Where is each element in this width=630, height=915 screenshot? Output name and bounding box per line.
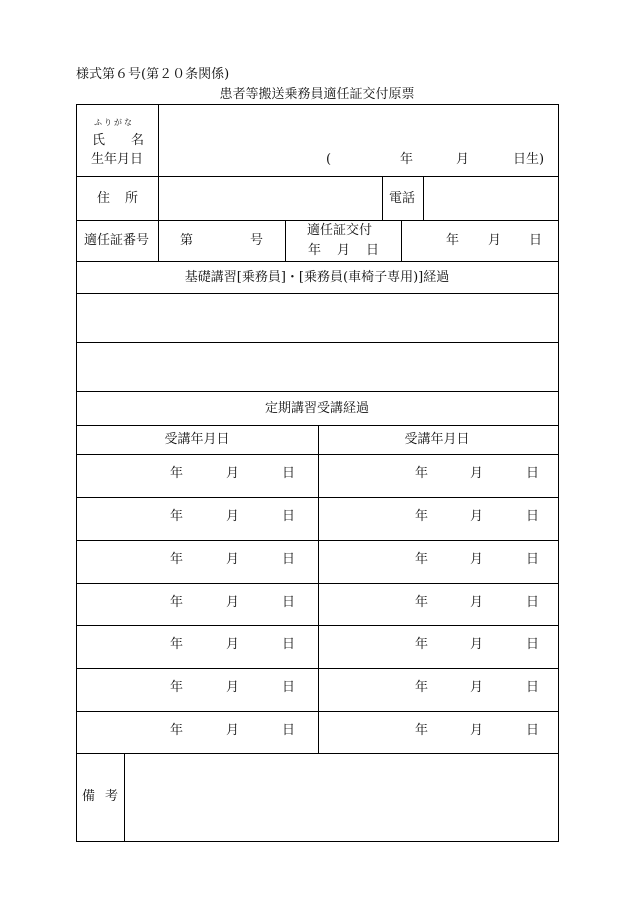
line <box>382 176 383 220</box>
line <box>76 391 559 392</box>
attendance-date-month-unit: 月 <box>470 466 484 481</box>
form-title: 患者等搬送乗務員適任証交付原票 <box>219 87 415 102</box>
attendance-date-year-unit: 年 <box>170 723 184 738</box>
cert-issue-year: 年 <box>308 243 322 258</box>
attendance-date-year-unit: 年 <box>170 509 184 524</box>
cert-date-month: 月 <box>488 233 502 248</box>
line <box>76 753 559 754</box>
periodic-training-heading: 定期講習受講経過 <box>264 401 370 416</box>
attendance-date-year-unit: 年 <box>170 466 184 481</box>
cert-issue-label: 適任証交付 <box>307 223 373 238</box>
attendance-date-day-unit: 日 <box>526 637 540 652</box>
cert-issue-month: 月 <box>337 243 351 258</box>
attendance-date-year-unit: 年 <box>415 552 429 567</box>
attendance-date-month-unit: 月 <box>226 595 240 610</box>
birth-day-suffix: 日生) <box>513 152 545 167</box>
line <box>76 342 559 343</box>
birth-month-unit: 月 <box>456 152 470 167</box>
line <box>76 293 559 294</box>
line <box>423 176 424 220</box>
attendance-date-day-unit: 日 <box>526 552 540 567</box>
name-label-1: 氏 <box>92 133 106 148</box>
attendance-date-month-unit: 月 <box>226 680 240 695</box>
attendance-date-day-unit: 日 <box>526 595 540 610</box>
birthdate-label: 生年月日 <box>91 152 144 167</box>
attendance-date-month-unit: 月 <box>226 637 240 652</box>
attendance-date-day-unit: 日 <box>526 680 540 695</box>
attendance-date-year-unit: 年 <box>170 552 184 567</box>
attendance-date-year-unit: 年 <box>170 680 184 695</box>
remarks-label-2: 考 <box>105 789 119 804</box>
cert-go: 号 <box>250 233 264 248</box>
furigana-label: ふりがな <box>94 118 134 127</box>
line <box>76 176 559 177</box>
birth-year-unit: 年 <box>400 152 414 167</box>
line <box>318 425 319 753</box>
address-label-1: 住 <box>97 191 111 206</box>
attendance-date-month-unit: 月 <box>470 552 484 567</box>
attendance-date-year-unit: 年 <box>415 509 429 524</box>
attendance-date-day-unit: 日 <box>526 509 540 524</box>
attendance-date-day-unit: 日 <box>526 723 540 738</box>
line <box>124 753 125 842</box>
line <box>285 220 286 261</box>
attendance-date-month-unit: 月 <box>226 552 240 567</box>
attendance-date-day-unit: 日 <box>282 723 296 738</box>
cert-issue-day: 日 <box>366 243 380 258</box>
attendance-date-day-unit: 日 <box>282 466 296 481</box>
attendance-date-day-unit: 日 <box>282 595 296 610</box>
phone-label: 電話 <box>389 191 416 206</box>
attendance-date-year-unit: 年 <box>415 595 429 610</box>
attendance-date-day-unit: 日 <box>282 680 296 695</box>
attendance-date-year-unit: 年 <box>170 637 184 652</box>
attendance-date-year-unit: 年 <box>415 637 429 652</box>
attendance-date-month-unit: 月 <box>226 466 240 481</box>
attendance-date-day-unit: 日 <box>282 509 296 524</box>
attendance-date-month-unit: 月 <box>470 509 484 524</box>
basic-training-heading: 基礎講習[乗務員]・[乗務員(車椅子専用)]経過 <box>184 270 450 285</box>
address-label-2: 所 <box>125 191 139 206</box>
form-number: 様式第６号(第２０条関係) <box>76 67 230 82</box>
attendance-date-month-unit: 月 <box>226 509 240 524</box>
attendance-date-year-unit: 年 <box>415 466 429 481</box>
attendance-date-month-unit: 月 <box>470 680 484 695</box>
remarks-label-1: 備 <box>82 789 96 804</box>
attendance-date-label-right: 受講年月日 <box>404 432 470 447</box>
attendance-date-label-left: 受講年月日 <box>164 432 230 447</box>
attendance-date-day-unit: 日 <box>526 466 540 481</box>
cert-dai: 第 <box>180 233 194 248</box>
attendance-date-year-unit: 年 <box>415 680 429 695</box>
line <box>76 261 559 262</box>
birth-paren-open: ( <box>326 152 332 167</box>
cert-date-day: 日 <box>529 233 543 248</box>
attendance-date-day-unit: 日 <box>282 552 296 567</box>
line <box>76 220 559 221</box>
attendance-date-year-unit: 年 <box>415 723 429 738</box>
attendance-date-month-unit: 月 <box>226 723 240 738</box>
attendance-date-month-unit: 月 <box>470 723 484 738</box>
line <box>158 104 159 261</box>
cert-number-label: 適任証番号 <box>84 233 150 248</box>
cert-date-year: 年 <box>446 233 460 248</box>
line <box>401 220 402 261</box>
attendance-date-month-unit: 月 <box>470 595 484 610</box>
attendance-date-year-unit: 年 <box>170 595 184 610</box>
attendance-date-day-unit: 日 <box>282 637 296 652</box>
attendance-date-month-unit: 月 <box>470 637 484 652</box>
name-label-2: 名 <box>131 133 145 148</box>
